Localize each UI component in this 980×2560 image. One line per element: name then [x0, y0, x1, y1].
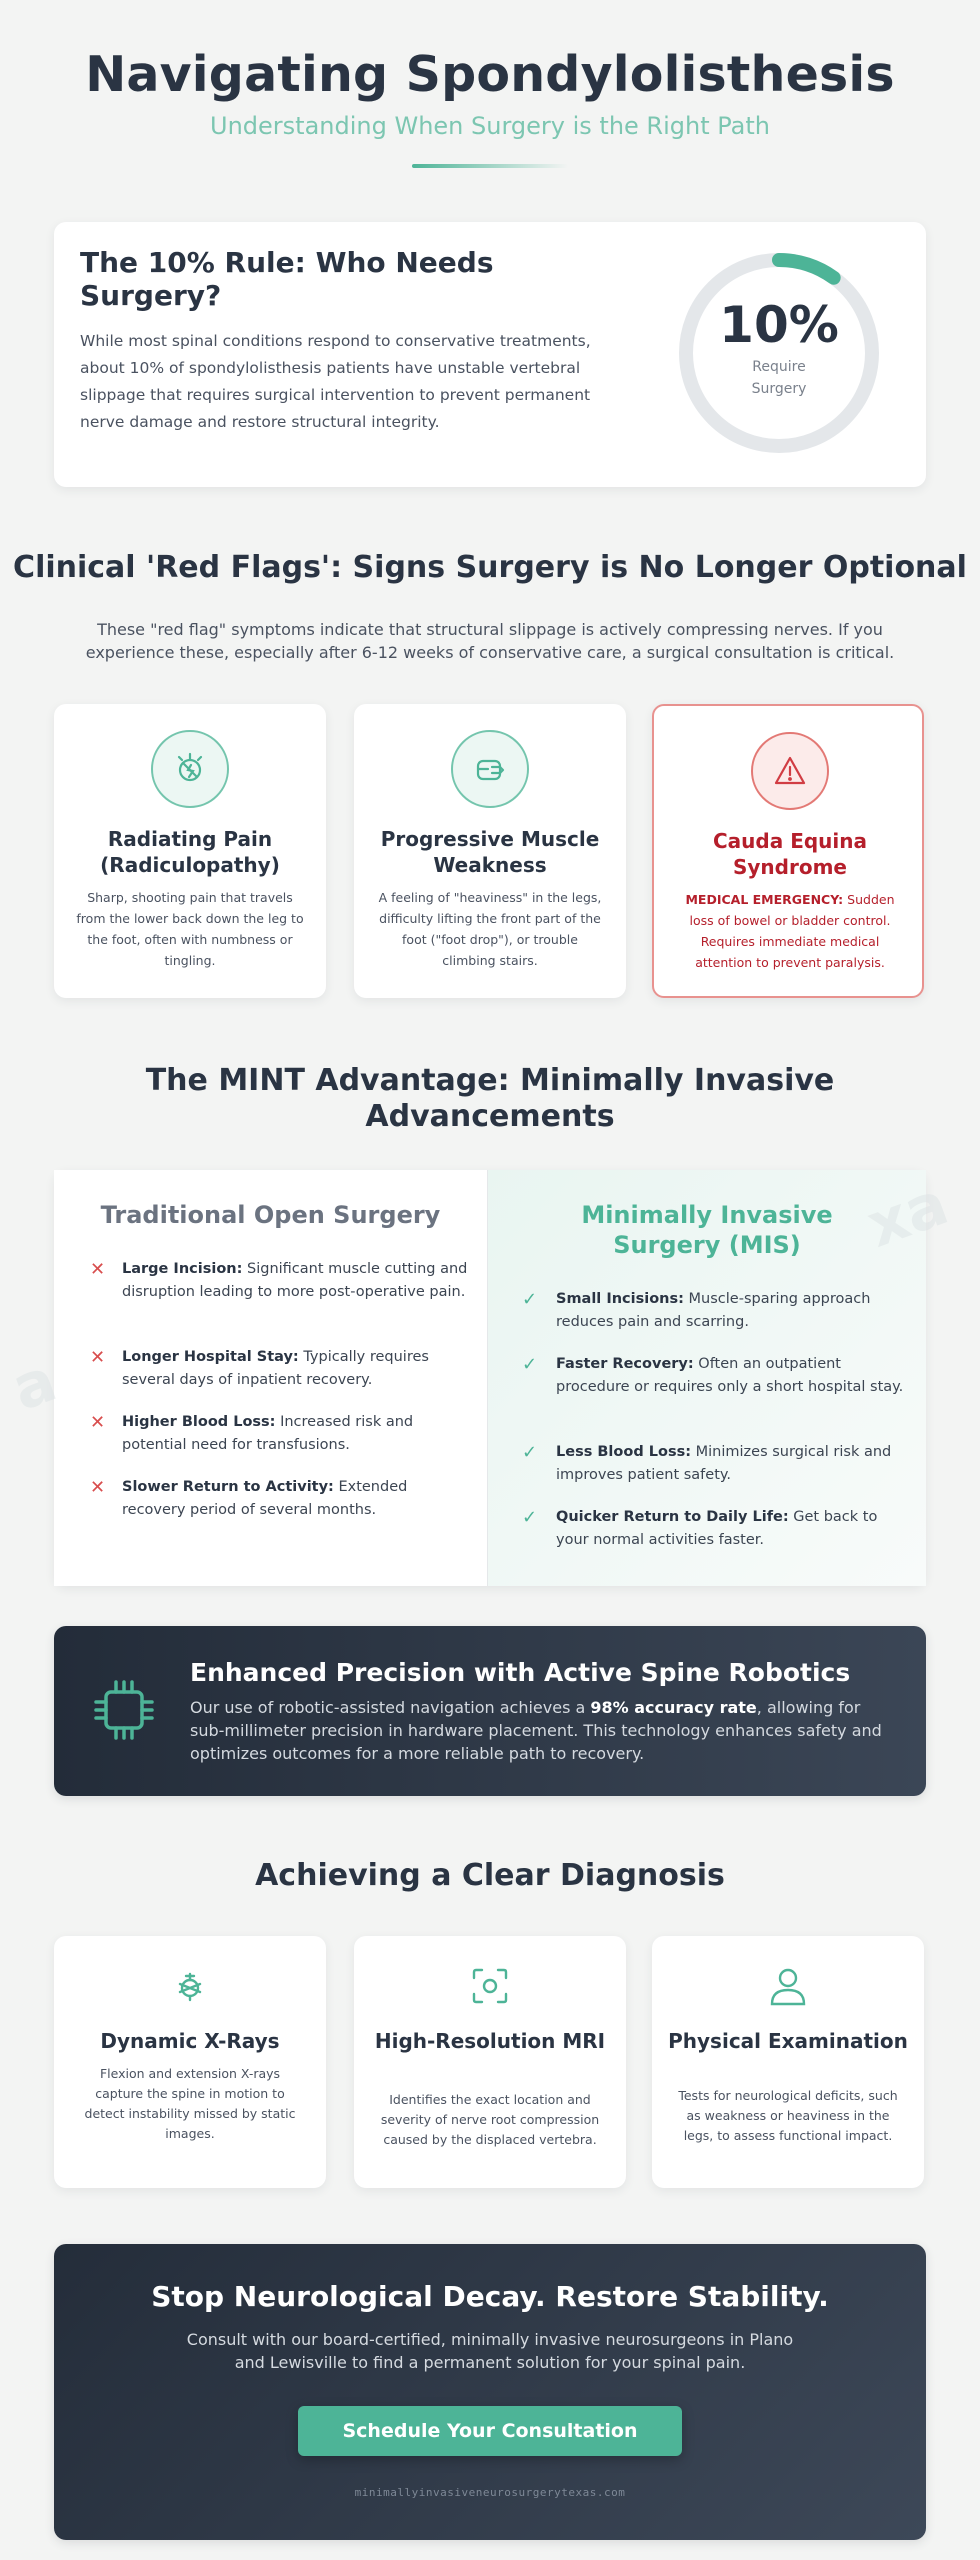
emergency-label: MEDICAL EMERGENCY:	[685, 892, 844, 907]
emergency-text: Sudden loss of bowel or bladder control. Requires immediate medical attention to prevent paralysis.	[689, 892, 895, 970]
mis-item: Less Blood Loss: Minimizes surgical risk and improves patient safety.	[556, 1444, 892, 1483]
xray-icon	[170, 1966, 210, 2006]
user-icon	[768, 1966, 808, 2006]
foot-weakness-icon	[451, 730, 529, 808]
red-flag-card-muscle-weakness	[354, 704, 626, 998]
robotics-title: Enhanced Precision with Active Spine Robotics	[190, 1658, 851, 1687]
red-flag-title: Cauda Equina Syndrome	[713, 829, 867, 879]
red-flag-title: Radiating Pain (Radiculopathy)	[100, 827, 280, 877]
red-flags-title: Clinical 'Red Flags': Signs Surgery is No Longer Optional	[13, 550, 967, 585]
diagnosis-card-text: Flexion and extension X-rays capture the spine in motion to detect instability missed by static images.	[84, 2066, 296, 2141]
surgery-comparison	[3, 1168, 957, 1586]
red-flag-title: Progressive Muscle Weakness	[380, 827, 600, 877]
red-flags-intro: These "red flag" symptoms indicate that structural slippage is actively compressing nerves. If you experience these, especially after 6-12 weeks of conservative care, a surgical consultation is critical.	[85, 620, 895, 662]
check-icon: ✓	[522, 1354, 538, 1375]
traditional-item: Slower Return to Activity: Extended recovery period of several months.	[122, 1479, 408, 1518]
mis-item: Faster Recovery: Often an outpatient procedure or requires only a short hospital stay.	[556, 1356, 904, 1395]
accuracy-highlight: 98% accuracy rate	[590, 1698, 757, 1717]
mint-title: The MINT Advantage: Minimally Invasive Advancements	[145, 1063, 835, 1134]
rule-title: The 10% Rule: Who Needs Surgery?	[80, 246, 494, 312]
traditional-title: Traditional Open Surgery	[100, 1201, 441, 1229]
watermark: xa	[858, 1168, 957, 1262]
diagnosis-card-xray	[54, 1936, 326, 2188]
diagnosis-card-physical	[652, 1936, 924, 2188]
red-flag-card-cauda-equina	[652, 704, 924, 998]
traditional-item: Longer Hospital Stay: Typically requires several days of inpatient recovery.	[122, 1349, 429, 1388]
gauge-label: Require Surgery	[751, 359, 807, 397]
title-underline	[412, 164, 568, 168]
diagnosis-card-mri	[354, 1936, 626, 2188]
robotics-text: Our use of robotic-assisted navigation achieves a 98% accuracy rate, allowing for sub-millimeter precision in hardware placement. This technology enhances safety and optimizes outcomes for a more reliable path to recovery.	[190, 1698, 882, 1763]
cta-text: Consult with our board-certified, minimally invasive neurosurgeons in Plano and Lewisville to find a permanent solution for your spinal pain.	[186, 2330, 794, 2372]
traditional-surgery-column	[3, 1170, 488, 1586]
mis-item: Small Incisions: Muscle-sparing approach reduces pain and scarring.	[556, 1291, 871, 1330]
red-flag-text: Sharp, shooting pain that travels from the lower back down the leg to the foot, often with numbness or tingling.	[76, 890, 304, 968]
x-icon: ✕	[90, 1259, 106, 1280]
page-title: Navigating Spondylolisthesis	[85, 46, 895, 103]
diagnosis-card-text: Tests for neurological deficits, such as weakness or heaviness in the legs, to assess functional impact.	[678, 2088, 898, 2143]
check-icon: ✓	[522, 1289, 538, 1310]
check-icon: ✓	[522, 1507, 538, 1528]
diagnosis-card-title: Dynamic X-Rays	[100, 2029, 280, 2053]
mis-title: Minimally Invasive Surgery (MIS)	[581, 1201, 833, 1259]
chip-icon	[92, 1678, 156, 1742]
x-icon: ✕	[90, 1347, 106, 1368]
robotics-banner	[54, 1626, 926, 1796]
page-subtitle: Understanding When Surgery is the Right Path	[210, 112, 770, 140]
radiating-pain-icon	[151, 730, 229, 808]
mis-surgery-column	[488, 1168, 957, 1586]
diagnosis-title: Achieving a Clear Diagnosis	[255, 1858, 725, 1893]
watermark: a	[3, 1345, 66, 1425]
website-url[interactable]: minimallyinvasiveneurosurgerytexas.com	[354, 2486, 626, 2499]
call-to-action	[54, 2244, 926, 2540]
scan-icon	[470, 1966, 510, 2006]
x-icon: ✕	[90, 1477, 106, 1498]
traditional-item: Higher Blood Loss: Increased risk and potential need for transfusions.	[122, 1414, 414, 1453]
ten-percent-rule-card	[54, 222, 926, 487]
diagnosis-card-title: Physical Examination	[668, 2029, 908, 2053]
red-flag-text: A feeling of "heaviness" in the legs, difficulty lifting the front part of the foot ("foot drop"), or trouble climbing stairs.	[378, 890, 602, 968]
red-flag-card-radiating-pain	[54, 704, 326, 998]
traditional-item: Large Incision: Significant muscle cutting and disruption leading to more post-operative pain.	[122, 1261, 468, 1300]
warning-icon	[751, 732, 829, 810]
diagnosis-card-text: Identifies the exact location and severity of nerve root compression caused by the displaced vertebra.	[380, 2092, 600, 2147]
gauge-value: 10%	[719, 296, 839, 354]
diagnosis-card-title: High-Resolution MRI	[374, 2029, 606, 2053]
x-icon: ✕	[90, 1412, 106, 1433]
schedule-consultation-button[interactable]: Schedule Your Consultation	[298, 2406, 682, 2456]
red-flag-text	[676, 889, 904, 973]
rule-text: While most spinal conditions respond to conservative treatments, about 10% of spondylolisthesis patients have unstable vertebral slippage that requires surgical intervention to prevent permanent nerve damage and restore structural integrity.	[80, 332, 591, 431]
cta-title: Stop Neurological Decay. Restore Stability.	[151, 2280, 829, 2313]
mis-item: Quicker Return to Daily Life: Get back to your normal activities faster.	[556, 1509, 878, 1548]
check-icon: ✓	[522, 1442, 538, 1463]
